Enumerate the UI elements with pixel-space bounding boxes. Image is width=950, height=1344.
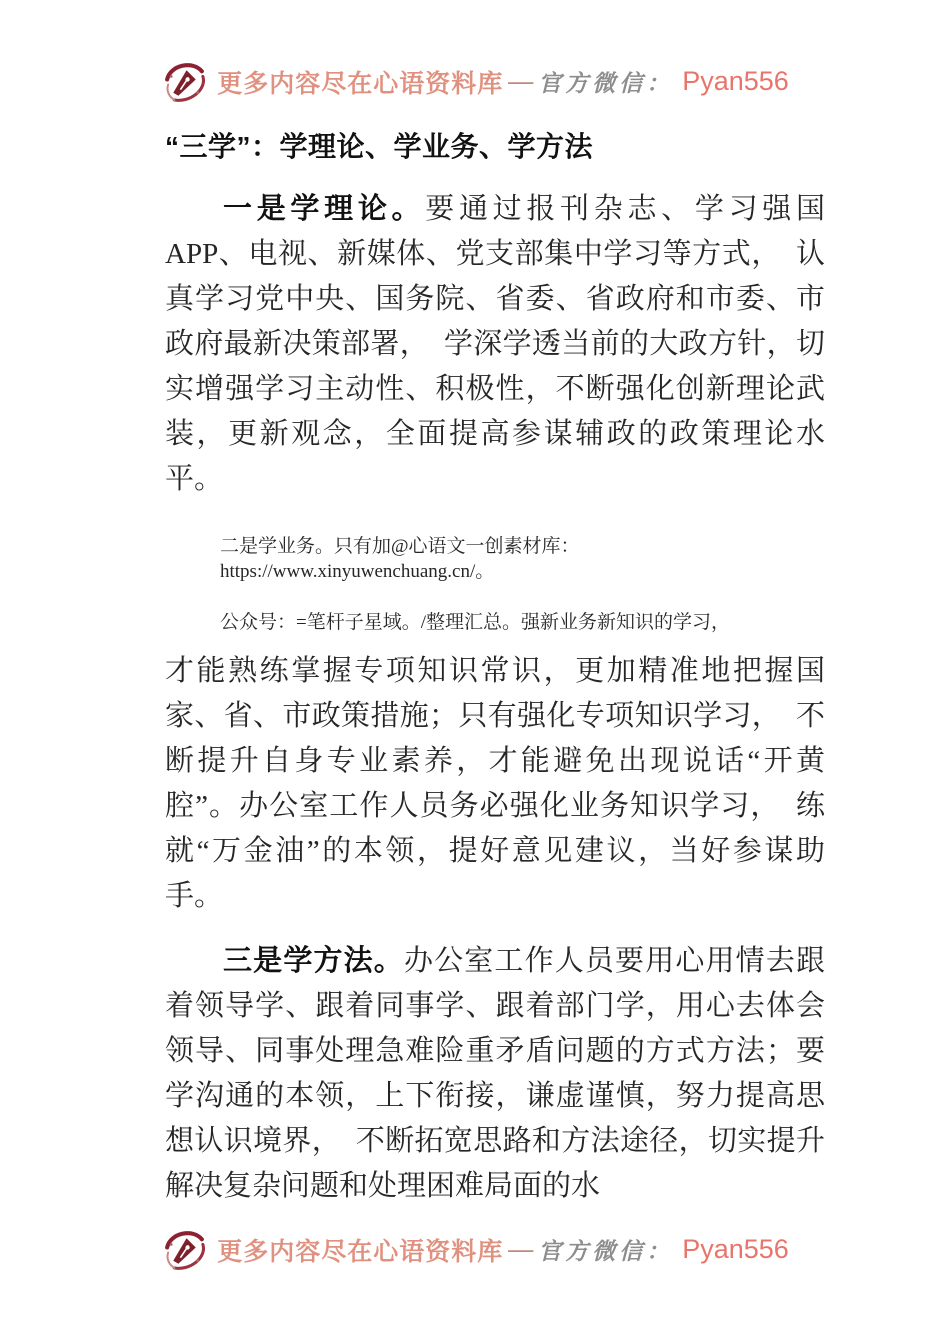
wechat-label: 官方微信： <box>538 1239 674 1264</box>
watermark-line-2: 公众号：=笔杆子星域。/整理汇总。强新业务新知识的学习， <box>220 612 730 633</box>
wechat-id: Pyan556 <box>682 66 789 96</box>
brand-text: 更多内容尽在心语资料库 <box>217 1238 504 1266</box>
page-header <box>0 58 950 105</box>
brand-dash: — <box>508 1235 534 1263</box>
pen-nib-circle-icon <box>161 1226 208 1273</box>
paragraph-learn-theory <box>165 187 825 502</box>
paragraph-text-method: 办公室工作人员要用心用情去跟着领导学、跟着同事学、跟着部门学，用心去体会领导、同事处理急难险重矛盾问题的方式方法；要学沟通的本领，上下衔接，谦虚谨慎，努力提高思想认识境界， 不断拓宽思路和方法途径，切实提升解决复杂问题和处理困难局面的水 <box>165 945 825 1202</box>
paragraph-learn-method <box>165 939 825 1209</box>
paragraph-lead-theory: 一是学理论。 <box>223 193 426 225</box>
watermark-line-1: 二是学业务。只有加@心语文一创素材库：https://www.xinyuwenchuang.cn/。 <box>220 536 580 582</box>
page-footer <box>0 1226 950 1273</box>
wechat-label: 官方微信： <box>538 71 674 96</box>
pen-nib-circle-icon <box>161 58 208 105</box>
wechat-id: Pyan556 <box>682 1234 789 1264</box>
document-page <box>165 129 825 1209</box>
paragraph-lead-method: 三是学方法。 <box>223 945 404 977</box>
brand-text: 更多内容尽在心语资料库 <box>217 70 504 98</box>
paragraph-text-business: 才能熟练掌握专项知识常识，更加精准地把握国家、省、市政策措施；只有强化专项知识学习， 不断提升自身专业素养，才能避免出现说话“开黄腔”。办公室工作人员务必强化业务知识学习， 练就“万金油”的本领，提好意见建议，当好参谋助手。 <box>165 655 825 912</box>
doc-title: “三学”：学理论、学业务、学方法 <box>165 131 594 162</box>
paragraph-learn-business <box>165 649 825 919</box>
brand-dash: — <box>508 67 534 95</box>
paragraph-text-theory: 要通过报刊杂志、学习强国 APP、电视、新媒体、党支部集中学习等方式， 认真学习党中央、国务院、省委、省政府和市委、市政府最新决策部署， 学深学透当前的大政方针，切实增强学习主动性、积极性，不断强化创新理论武装，更新观念，全面提高参谋辅政的政策理论水平。 <box>165 193 825 495</box>
